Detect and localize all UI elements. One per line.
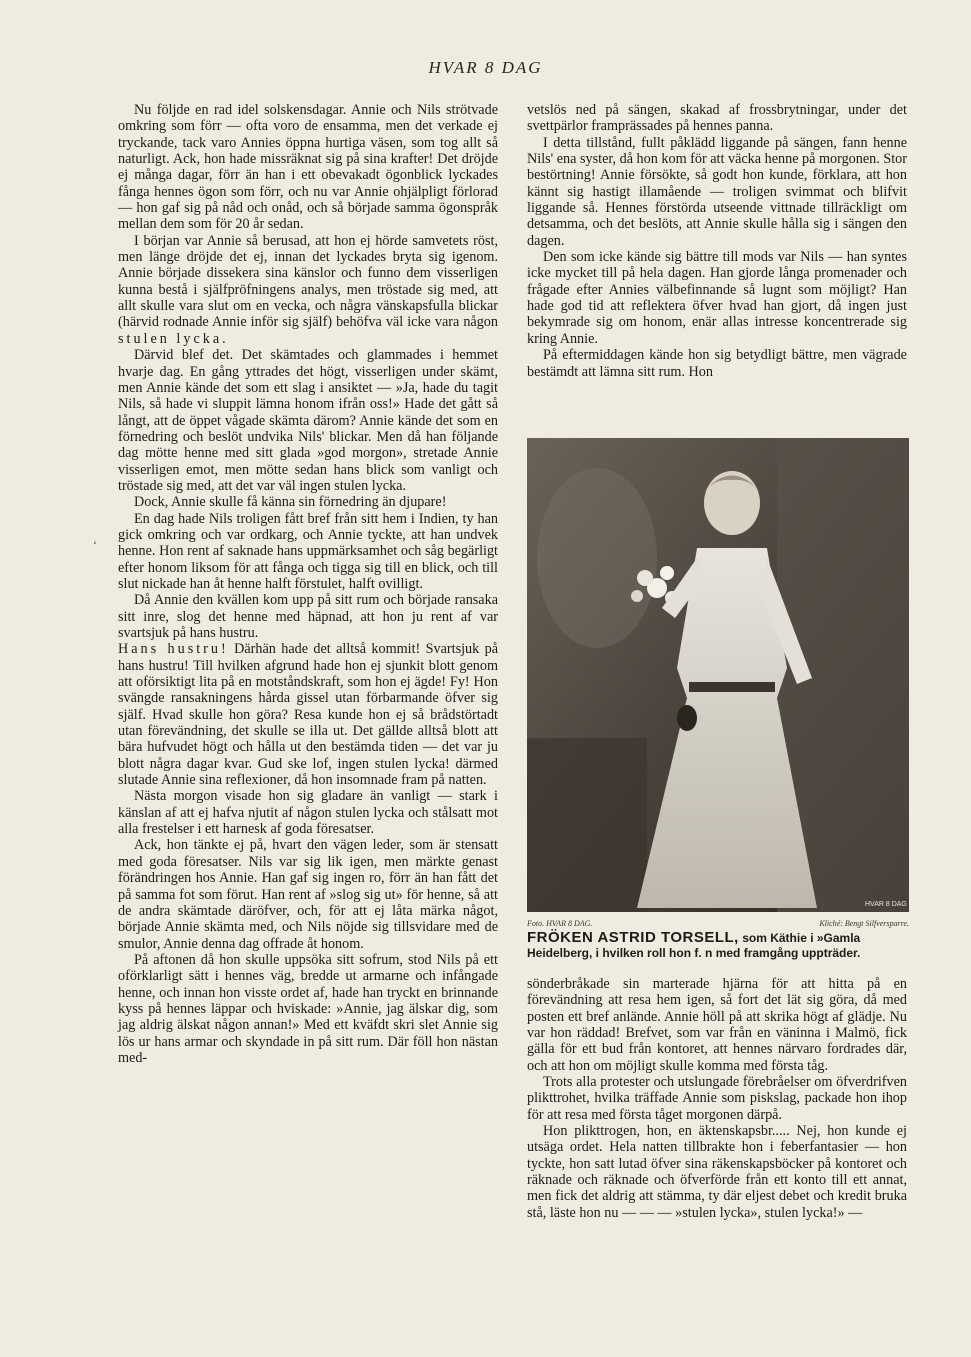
paragraph: På aftonen då hon skulle uppsöka sitt sofrum, stod Nils på ett oförklarligt sätt i hennes väg, bredde ut armarne och infångade henne, och innan hon visste ordet af, hade han tryckt en brinnande kyss på hennes läppar och hviskade: »Annie, jag älskar dig, som jag aldrig älskat någon annan!» Med ett kväfdt skri slet Annie sig lös ur hans armar och skyndade in på sitt rum. Där föll hon nästan med- bbox=[118, 951, 498, 1066]
paragraph: Hans hustru! Därhän hade det alltså kommit! Svartsjuk på hans hustru! Till hvilken afgrund hade hon ej sjunkit blott genom att oförsiktigt lita på en motståndskraft, som hon ej ägde! Fy! Hon svängde ransakningens hårda gissel utan förbarmande öfver sig själf. Hvad skulle hon göra? Resa kunde hon ej så brådstörtadt utan förevändning, det skulle se illa ut. Det gällde alltså blott att bära hufvudet högt och hålla ut den bestämda tiden — det var ju blott några dagar kvar. Gud ske lof, ingen stulen lycka! därmed slutade Annie sina reflexioner, då hon insomnade fram på natten. bbox=[118, 641, 498, 789]
photo-credit-right: Kliché: Bengt Silfversparre. bbox=[819, 919, 909, 928]
photo-mark: HVAR 8 DAG bbox=[865, 901, 907, 908]
photo-credits bbox=[527, 919, 909, 928]
paragraph: Nästa morgon visade hon sig gladare än vanligt — stark i känslan af att ej hafva njutit af någon stulen lycka och stålsatt mot alla frestelser i ett harnesk af goda föresatser. bbox=[118, 788, 498, 838]
right-column-top bbox=[527, 102, 907, 380]
photo-caption bbox=[527, 930, 909, 961]
paragraph: Trots alla protester och utslungade förebråelser om öfverdrifven plikttrohet, hvilka träffade Annie som piskslag, packade hon ihop för att resa med första tåget morgonen därpå. bbox=[527, 1074, 907, 1123]
spaced-phrase: Hans hustru! bbox=[118, 641, 229, 658]
paragraph: I början var Annie så berusad, att hon ej hörde samvetets röst, men länge dröjde det ej, innan det lyckades bryta sig igenom. Annie började dissekera sina känslor och funno dem visserligen kunna bestå i själfpröfningens analys, men tröstade sig med, att allt skulle vara slut om en vecka, och några vänskapsfulla blickar (härvid rodnade Annie inför sig själf) behöfva väl icke vara någon stulen lycka. bbox=[118, 232, 498, 347]
paragraph: I detta tillstånd, fullt påklädd liggande på sängen, fann henne Nils' ena syster, då hon kom för att väcka henne på morgonen. Stor bestörtning! Annie försökte, så godt hon kunde, förklara, att hon kännt sig hastigt illamående — troligen svimmat och blifvit liggande så. Hennes förstörda utseende vittnade tillräckligt om detsamma, och det beslöts, att Annie skulle hålla sig i sängen den dagen. bbox=[527, 134, 907, 249]
running-header: HVAR 8 DAG bbox=[428, 58, 543, 77]
paragraph: Nu följde en rad idel solskensdagar. Annie och Nils strötvade omkring som förr — ofta voro de ensamma, men det verkade ej tryckande, tack varo Annies öppna hurtiga väsen, som tog allt så naturligt. Ack, hon hade missräknat sig på sina krafter! Det dröjde ej många dagar, förr än han i ett obevakadt ögonblick lyckades fånga hennes ögon som förr, och nu var Annie ohjälpligt förlorad — hon gaf sig på nåd och onåd, och så började samma ögonspråk mellan dem som för 20 år sedan. bbox=[118, 102, 498, 233]
spaced-phrase: stulen lycka. bbox=[118, 330, 229, 347]
paragraph: På eftermiddagen kände hon sig betydligt bättre, men vägrade bestämdt att lämna sitt rum. Hon bbox=[527, 347, 907, 380]
paragraph: Ack, hon tänkte ej på, hvart den vägen leder, som är stensatt med goda föresatser. Nils var sig lik igen, men märkte genast förändringen hos Annie. Han gaf sig ingen ro, förr än han fått det på samma fot som förut. Han rent af »slog sig ut» för henne, så att de andra skämtade däröfver, och, för att ej låta märka något, började Annie skämta med, och Nils nöjde sig tillsvidare med de smulor, Annie denna dag offrade åt honom. bbox=[118, 837, 498, 952]
photo-credit-left: Foto. HVAR 8 DAG. bbox=[527, 919, 593, 928]
paragraph: Därvid blef det. Det skämtades och glammades i hemmet hvarje dag. En gång yttrades det högt, visserligen under skämt, men Annie kände det som ett slag i ansiktet — »Ja, hade du tagit Nils, så hade vi sluppit lämna honom ifrån oss!» Hade det gått så långt, att de öppet vågade skämta därom? Annie kände det som en förnedring och beslöt undvika Nils' blickar. Men då han följande dag mötte henne med sitt glada »god morgon», stretade Annie visserligen emot, men mötte sedan hans blick som vanligt och tröstade sig med, att det var väl ingen stulen lycka. bbox=[118, 347, 498, 494]
portrait-photo bbox=[527, 438, 909, 912]
paragraph: Då Annie den kvällen kom upp på sitt rum och började ransaka sitt inre, slog det henne med häpnad, att hon ju rent af var svartsjuk på hans hustru. bbox=[118, 592, 498, 641]
paragraph: vetslös ned på sängen, skakad af frossbrytningar, under det svettpärlor framprässades på hennes panna. bbox=[527, 102, 907, 135]
paragraph: Den som icke kände sig bättre till mods var Nils — han syntes icke mycket till på hela dagen. Han gjorde långa promenader och frågade efter Annies välbefinnande så lugnt som möjligt? Han hade god tid att reflektera öfver hvad han gjort, då ingen just bekymrade sig om honom, enär allas intresse koncentrerade sig kring Annie. bbox=[527, 249, 907, 347]
right-column-bottom bbox=[527, 976, 907, 1221]
left-column bbox=[118, 102, 498, 1066]
caption-text: som Käthie i »Gamla Heidelberg, i hvilken roll hon f. n med framgång uppträder. bbox=[527, 931, 861, 960]
margin-mark: ‘ bbox=[93, 538, 97, 552]
paragraph: En dag hade Nils troligen fått bref från sitt hem i Indien, ty han gick omkring och var ordkarg, och Annie tyckte, att han undvek henne. Hon rent af saknade hans uppmärksamhet och såg begärligt efter honom liksom för att fånga och tigga sig till en blick, och till slut nickade han åt henne halft förstulet, halft ovilligt. bbox=[118, 510, 498, 592]
paragraph: sönderbråkade sin marterade hjärna för att hitta på en förevändning att resa hem igen, så fort det lät sig göra, då med posten ett bref anlände. Annie höll på att skrika högt af glädje. Nu var hon räddad! Brefvet, som var från en väninna i Malmö, fick gälla för ett bud från kontoret, att hennes närvaro fordrades där, och att hon om möjligt skulle komma med första tåg. bbox=[527, 976, 907, 1074]
paragraph: Hon plikttrogen, hon, en äktenskapsbr..... Nej, hon kunde ej utsäga ordet. Hela natten tillbrakte hon i feberfantasier — hon tyckte, hon satt lutad öfver sina räkenskapsböcker på kontoret och räknade och räknade och öfverförde från ett konto till ett annat, men fick det aldrig att stämma, ty där eljest debet och kredit bruka stå, läste hon nu — — — »stulen lycka», stulen lycka!» — bbox=[527, 1123, 907, 1221]
portrait-illustration bbox=[527, 438, 909, 912]
caption-name: FRÖKEN ASTRID TORSELL, bbox=[527, 929, 739, 946]
paragraph: Dock, Annie skulle få känna sin förnedring än djupare! bbox=[134, 494, 447, 511]
